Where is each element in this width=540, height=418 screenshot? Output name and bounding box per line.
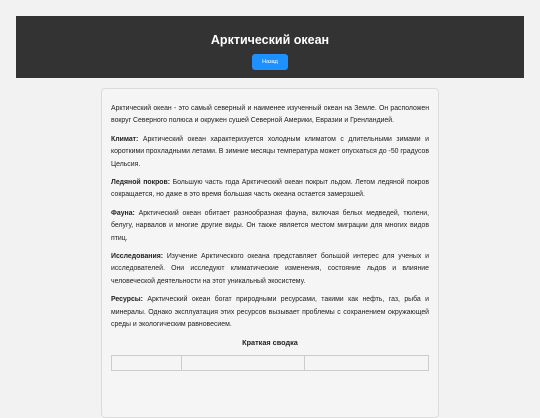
resources-heading: Ресурсы: <box>111 296 143 304</box>
back-button[interactable]: Назад <box>252 54 288 70</box>
content-card <box>101 88 439 418</box>
summary-title: Краткая сводка <box>242 337 298 347</box>
ice-heading: Ледяной покров: <box>111 179 171 187</box>
ice-paragraph <box>111 177 429 202</box>
table-cell <box>181 355 305 370</box>
page-header <box>16 16 524 78</box>
climate-text: Арктический океан характеризуется холодным климатом с длительными зимами и короткими прохладными летами. В зимние месяцы температура может опускаться до -50 градусов Цельсия. <box>111 135 429 168</box>
resources-text: Арктический океан богат природными ресурсами, такими как нефть, газ, рыба и минералы. Однако эксплуатация этих ресурсов вызывает проблемы с сохранением окружающей среды и экологическим равновесием. <box>111 296 429 329</box>
fauna-text: Арктический океан обитает разнообразная фауна, включая белых медведей, тюлени, белугу, нарвалов и многие другие виды. Он также является местом миграции для многих видов птиц. <box>111 209 429 242</box>
resources-paragraph <box>111 294 429 331</box>
table-row <box>112 355 429 370</box>
table-cell <box>112 355 182 370</box>
climate-paragraph <box>111 134 429 171</box>
research-text: Изучение Арктического океана представляет большой интерес для ученых и исследователей. Они исследуют климатические изменения, состояние льдов и влияние человеческой деятельности на этот уникальный экосистему. <box>111 253 429 285</box>
summary-table <box>111 355 429 371</box>
research-heading: Исследования: <box>111 253 164 261</box>
intro-paragraph: Арктический океан - это самый северный и наименее изученный океан на Земле. Он расположен вокруг Северного полюса и окружен сушей Северной Америки, Евразии и Гренландией. <box>111 105 429 125</box>
research-paragraph <box>111 251 429 288</box>
fauna-paragraph <box>111 208 429 245</box>
table-cell <box>305 355 429 370</box>
ice-text: Большую часть года Арктический океан покрыт льдом. Летом ледяной покров сокращается, но даже в это время большая часть океана остается замерзшей. <box>111 179 429 199</box>
page-title: Арктический океан <box>210 33 330 47</box>
fauna-heading: Фауна: <box>111 209 135 217</box>
climate-heading: Климат: <box>111 135 139 143</box>
